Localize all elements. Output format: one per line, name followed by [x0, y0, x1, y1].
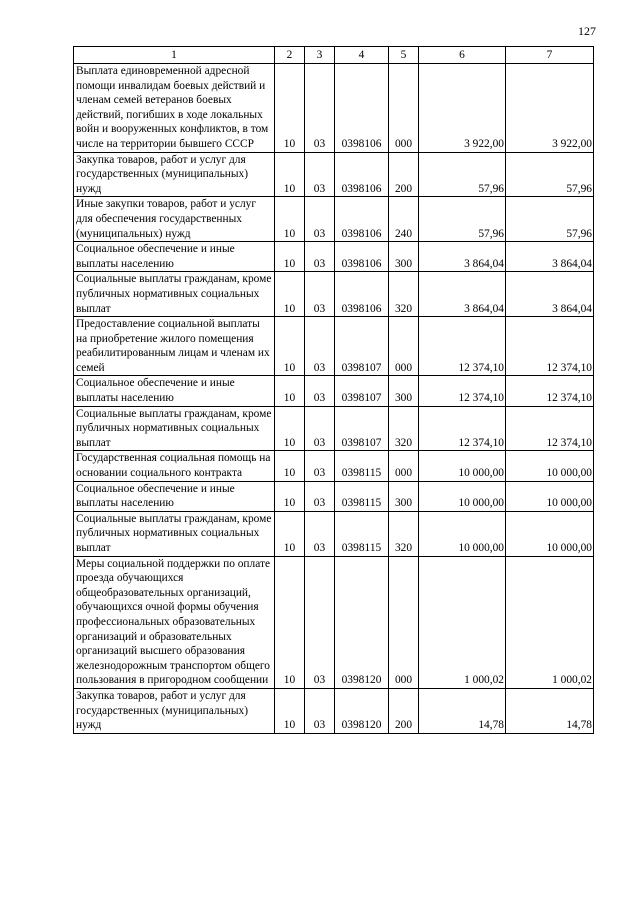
column-header: 6 [419, 47, 506, 64]
amount-col7: 10 000,00 [506, 511, 594, 556]
row-description: Меры социальной поддержки по оплате проезда обучающихся общеобразовательных организаций, обучающихся очной формы обучения профессиональных образовательных организаций и образовательных организаций высшего образования железнодорожным транспортом общего пользования в пригородном сообщении [74, 556, 275, 688]
table-row [74, 451, 594, 481]
amount-col7: 1 000,02 [506, 556, 594, 688]
expense-type-code: 000 [389, 556, 419, 688]
subsection-code: 03 [305, 556, 335, 688]
section-code: 10 [275, 376, 305, 406]
target-article-code: 0398107 [335, 406, 389, 451]
table-row [74, 406, 594, 451]
row-description: Социальные выплаты гражданам, кроме публичных нормативных социальных выплат [74, 406, 275, 451]
table-body [74, 64, 594, 734]
subsection-code: 03 [305, 197, 335, 242]
expense-type-code: 300 [389, 242, 419, 272]
amount-col6: 57,96 [419, 152, 506, 197]
amount-col6: 10 000,00 [419, 451, 506, 481]
amount-col7: 3 922,00 [506, 64, 594, 153]
row-description: Социальное обеспечение и иные выплаты населению [74, 376, 275, 406]
expense-type-code: 320 [389, 272, 419, 317]
section-code: 10 [275, 511, 305, 556]
amount-col6: 14,78 [419, 688, 506, 733]
subsection-code: 03 [305, 64, 335, 153]
table-row [74, 272, 594, 317]
section-code: 10 [275, 272, 305, 317]
target-article-code: 0398115 [335, 451, 389, 481]
row-description: Государственная социальная помощь на основании социального контракта [74, 451, 275, 481]
table-header-row [74, 47, 594, 64]
table-row [74, 511, 594, 556]
subsection-code: 03 [305, 406, 335, 451]
expense-type-code: 000 [389, 451, 419, 481]
table-row [74, 481, 594, 511]
amount-col6: 3 864,04 [419, 242, 506, 272]
expense-type-code: 300 [389, 481, 419, 511]
row-description: Социальные выплаты гражданам, кроме публичных нормативных социальных выплат [74, 272, 275, 317]
section-code: 10 [275, 317, 305, 376]
table-row [74, 688, 594, 733]
amount-col6: 12 374,10 [419, 376, 506, 406]
amount-col6: 1 000,02 [419, 556, 506, 688]
target-article-code: 0398115 [335, 511, 389, 556]
subsection-code: 03 [305, 481, 335, 511]
subsection-code: 03 [305, 242, 335, 272]
target-article-code: 0398120 [335, 688, 389, 733]
target-article-code: 0398106 [335, 242, 389, 272]
column-header: 7 [506, 47, 594, 64]
expense-type-code: 000 [389, 317, 419, 376]
column-header: 3 [305, 47, 335, 64]
budget-table [73, 46, 594, 734]
section-code: 10 [275, 451, 305, 481]
section-code: 10 [275, 688, 305, 733]
subsection-code: 03 [305, 376, 335, 406]
row-description: Предоставление социальной выплаты на приобретение жилого помещения реабилитированным лицам и членам их семей [74, 317, 275, 376]
section-code: 10 [275, 556, 305, 688]
row-description: Выплата единовременной адресной помощи инвалидам боевых действий и членам семей ветеранов боевых действий, погибших в ходе локальных войн и вооруженных конфликтов, в том числе на территории бывшего СССР [74, 64, 275, 153]
table-row [74, 376, 594, 406]
table-row [74, 152, 594, 197]
section-code: 10 [275, 406, 305, 451]
subsection-code: 03 [305, 152, 335, 197]
target-article-code: 0398120 [335, 556, 389, 688]
amount-col7: 57,96 [506, 152, 594, 197]
expense-type-code: 000 [389, 64, 419, 153]
row-description: Социальное обеспечение и иные выплаты населению [74, 242, 275, 272]
amount-col7: 12 374,10 [506, 317, 594, 376]
expense-type-code: 240 [389, 197, 419, 242]
target-article-code: 0398106 [335, 64, 389, 153]
table-row [74, 556, 594, 688]
expense-type-code: 200 [389, 688, 419, 733]
table-row [74, 197, 594, 242]
expense-type-code: 200 [389, 152, 419, 197]
amount-col7: 12 374,10 [506, 376, 594, 406]
row-description: Закупка товаров, работ и услуг для государственных (муниципальных) нужд [74, 152, 275, 197]
subsection-code: 03 [305, 451, 335, 481]
subsection-code: 03 [305, 317, 335, 376]
table-row [74, 242, 594, 272]
page-number: 127 [578, 24, 596, 38]
amount-col6: 3 922,00 [419, 64, 506, 153]
section-code: 10 [275, 242, 305, 272]
target-article-code: 0398106 [335, 152, 389, 197]
target-article-code: 0398115 [335, 481, 389, 511]
column-header: 1 [74, 47, 275, 64]
amount-col6: 3 864,04 [419, 272, 506, 317]
row-description: Социальные выплаты гражданам, кроме публичных нормативных социальных выплат [74, 511, 275, 556]
target-article-code: 0398107 [335, 376, 389, 406]
table-row [74, 64, 594, 153]
amount-col6: 57,96 [419, 197, 506, 242]
amount-col6: 12 374,10 [419, 406, 506, 451]
column-header: 5 [389, 47, 419, 64]
row-description: Иные закупки товаров, работ и услуг для обеспечения государственных (муниципальных) нужд [74, 197, 275, 242]
target-article-code: 0398106 [335, 272, 389, 317]
target-article-code: 0398107 [335, 317, 389, 376]
table-row [74, 317, 594, 376]
amount-col6: 10 000,00 [419, 481, 506, 511]
amount-col7: 12 374,10 [506, 406, 594, 451]
expense-type-code: 300 [389, 376, 419, 406]
row-description: Закупка товаров, работ и услуг для государственных (муниципальных) нужд [74, 688, 275, 733]
column-header: 2 [275, 47, 305, 64]
amount-col7: 10 000,00 [506, 451, 594, 481]
section-code: 10 [275, 152, 305, 197]
target-article-code: 0398106 [335, 197, 389, 242]
section-code: 10 [275, 197, 305, 242]
subsection-code: 03 [305, 272, 335, 317]
expense-type-code: 320 [389, 511, 419, 556]
amount-col7: 10 000,00 [506, 481, 594, 511]
column-header: 4 [335, 47, 389, 64]
amount-col7: 14,78 [506, 688, 594, 733]
amount-col7: 3 864,04 [506, 242, 594, 272]
subsection-code: 03 [305, 511, 335, 556]
expense-type-code: 320 [389, 406, 419, 451]
amount-col6: 10 000,00 [419, 511, 506, 556]
amount-col6: 12 374,10 [419, 317, 506, 376]
subsection-code: 03 [305, 688, 335, 733]
amount-col7: 3 864,04 [506, 272, 594, 317]
row-description: Социальное обеспечение и иные выплаты населению [74, 481, 275, 511]
section-code: 10 [275, 64, 305, 153]
amount-col7: 57,96 [506, 197, 594, 242]
section-code: 10 [275, 481, 305, 511]
